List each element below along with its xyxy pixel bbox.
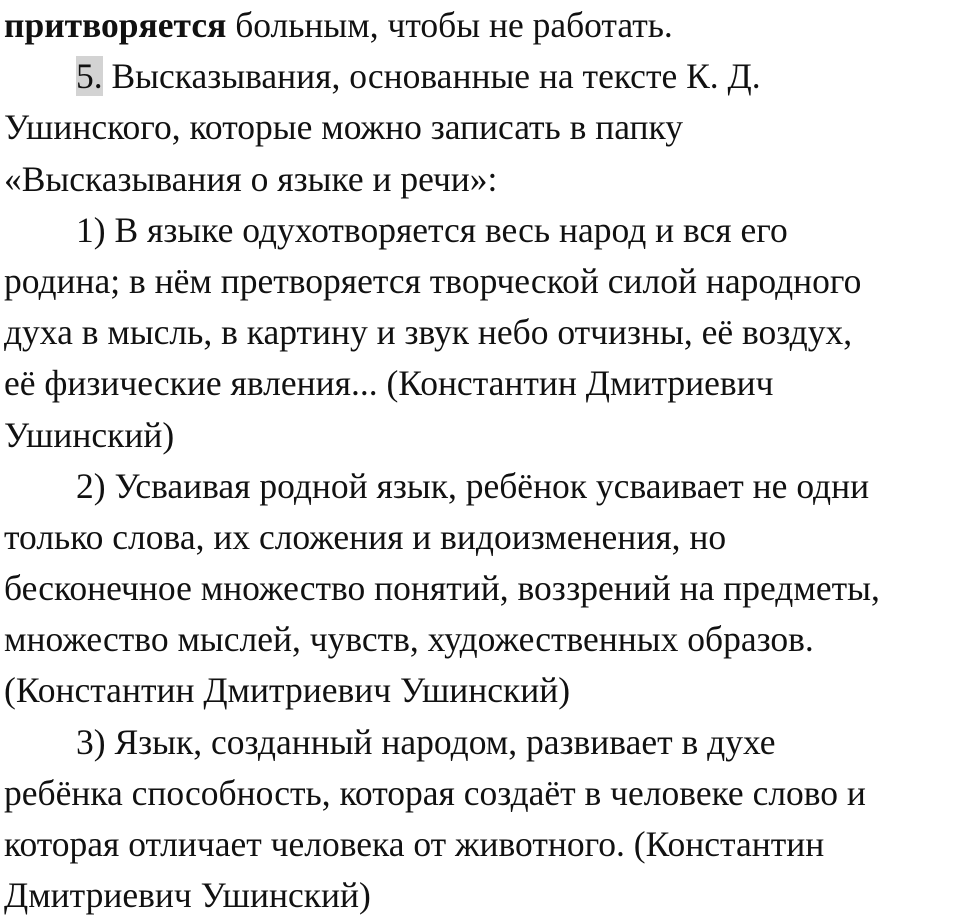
quote-3-line: Дмитриевич Ушинский) — [4, 875, 371, 916]
quote-2-line: множество мыслей, чувств, художественных образов. — [4, 619, 814, 660]
quote-2-line: бесконечное множество понятий, воззрений на предметы, — [4, 568, 880, 609]
text-line: «Высказывания о языке и речи»: — [4, 158, 498, 199]
line-text: больным, чтобы не работать. — [226, 5, 673, 45]
document-page — [4, 0, 956, 921]
text-line — [4, 0, 956, 51]
text-line — [4, 51, 956, 102]
quote-2-line: только слова, их сложения и видоизменения, но — [4, 516, 727, 557]
quote-3-line: ребёнка способность, которая создаёт в человеке слово и — [4, 772, 866, 813]
bold-word: притворяется — [4, 5, 227, 45]
quote-1-line: 1) В языке одухотворяется весь народ и вся его — [76, 209, 788, 250]
quote-3-line: которая отличает человека от животного. (Константин — [4, 824, 825, 864]
quote-1-line: Ушинский) — [4, 414, 175, 455]
quote-3-line: 3) Язык, созданный народом, развивает в духе — [76, 721, 776, 762]
item-number-highlight: 5. — [76, 56, 103, 97]
quote-1-line: родина; в нём претворяется творческой силой народного — [4, 260, 862, 301]
quote-1-line: её физические явления... (Константин Дмитриевич — [4, 363, 774, 404]
quote-1-line: духа в мысль, в картину и звук небо отчизны, её воздух, — [4, 312, 853, 353]
line-text: Высказывания, основанные на тексте К. Д. — [102, 56, 761, 97]
text-line: Ушинского, которые можно записать в папку — [4, 107, 684, 148]
quote-2-line: (Константин Дмитриевич Ушинский) — [4, 670, 571, 711]
quote-2-line: 2) Усваивая родной язык, ребёнок усваивает не одни — [76, 465, 870, 506]
